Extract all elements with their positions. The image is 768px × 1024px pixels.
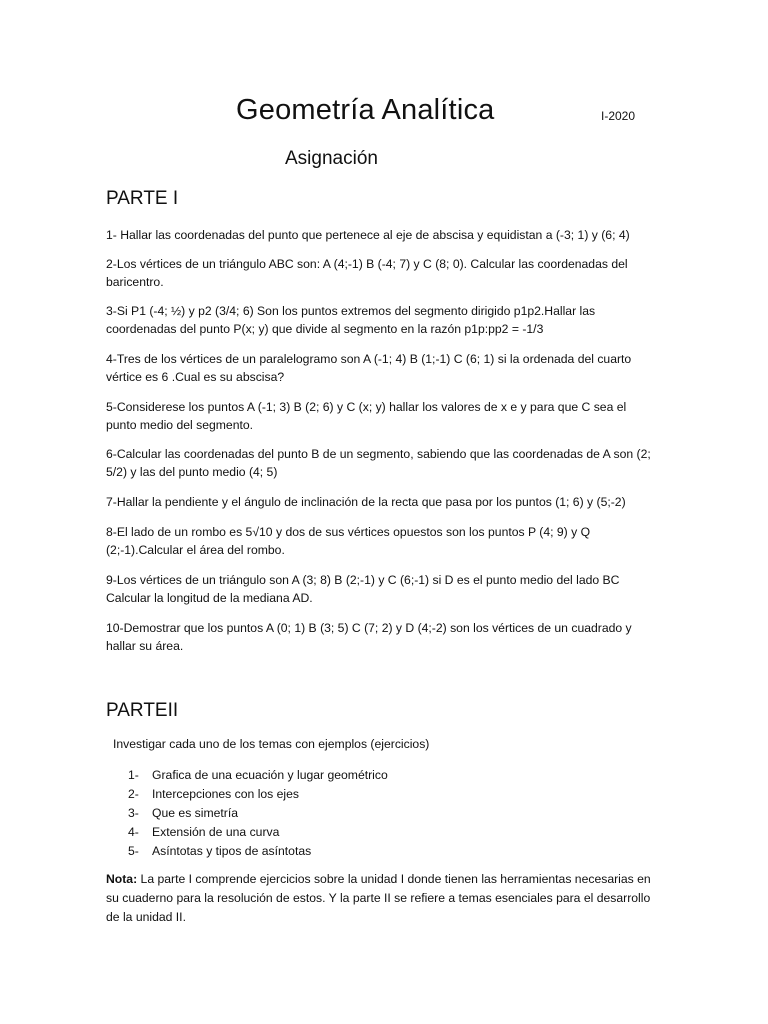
question-6: 6-Calcular las coordenadas del punto B de un segmento, sabiendo que las coordenadas de A son (2; 5/2) y las del punto medio (4; 5) [106,447,651,479]
question-5: 5-Considerese los puntos A (-1; 3) B (2; 6) y C (x; y) hallar los valores de x e y para que C sea el punto medio del segmento. [106,400,627,432]
question-7: 7-Hallar la pendiente y el ángulo de inclinación de la recta que pasa por los puntos (1; 6) y (5;-2) [106,495,626,509]
topic-item [128,842,388,861]
question-1: 1- Hallar las coordenadas del punto que pertenece al eje de abscisa y equidistan a (-3; 1) y (6; 4) [106,228,630,242]
note-text: La parte I comprende ejercicios sobre la unidad I donde tienen las herramientas necesarias en su cuaderno para la resolución de estos. Y la parte II se refiere a temas esenciales para el desarrollo de la unidad II. [106,872,651,924]
topic-item [128,785,388,804]
topic-item [128,804,388,823]
document-year: I-2020 [601,109,636,123]
question-9: 9-Los vértices de un triángulo son A (3; 8) B (2;-1) y C (6;-1) si D es el punto medio del lado BC Calcular la longitud de la mediana AD. [106,573,620,605]
topic-number: 4- [128,825,139,839]
topic-number: 3- [128,806,139,820]
note-label: Nota: [106,872,138,886]
topics-list [128,766,388,861]
question-10: 10-Demostrar que los puntos A (0; 1) B (3; 5) C (7; 2) y D (4;-2) son los vértices de un cuadrado y hallar su área. [106,621,632,653]
topic-text: Que es simetría [152,806,239,820]
topic-number: 5- [128,844,139,858]
question-8: 8-El lado de un rombo es 5√10 y dos de sus vértices opuestos son los puntos P (4; 9) y Q (2;-1).Calcular el área del rombo. [106,525,591,557]
topic-text: Extensión de una curva [152,825,280,839]
topic-text: Grafica de una ecuación y lugar geométrico [152,768,388,782]
part2-heading: PARTEII [106,700,179,721]
document-subtitle: Asignación [285,148,378,169]
topic-text: Asíntotas y tipos de asíntotas [152,844,312,858]
part1-heading: PARTE I [106,188,179,209]
question-3: 3-Si P1 (-4; ½) y p2 (3/4; 6) Son los puntos extremos del segmento dirigido p1p2.Hallar las coordenadas del punto P(x; y) que divide al segmento en la razón p1p:pp2 = -1/3 [106,304,596,336]
question-2: 2-Los vértices de un triángulo ABC son: A (4;-1) B (-4; 7) y C (8; 0). Calcular las coordenadas del baricentro. [106,257,628,289]
note-paragraph [106,870,654,927]
document-title: Geometría Analítica [236,94,495,126]
topic-number: 2- [128,787,139,801]
part2-intro: Investigar cada uno de los temas con ejemplos (ejercicios) [113,737,430,751]
topic-text: Intercepciones con los ejes [152,787,300,801]
topic-item [128,766,388,785]
question-4: 4-Tres de los vértices de un paralelogramo son A (-1; 4) B (1;-1) C (6; 1) si la ordenada del cuarto vértice es 6 .Cual es su abscisa? [106,352,632,384]
topic-number: 1- [128,768,139,782]
topic-item [128,823,388,842]
